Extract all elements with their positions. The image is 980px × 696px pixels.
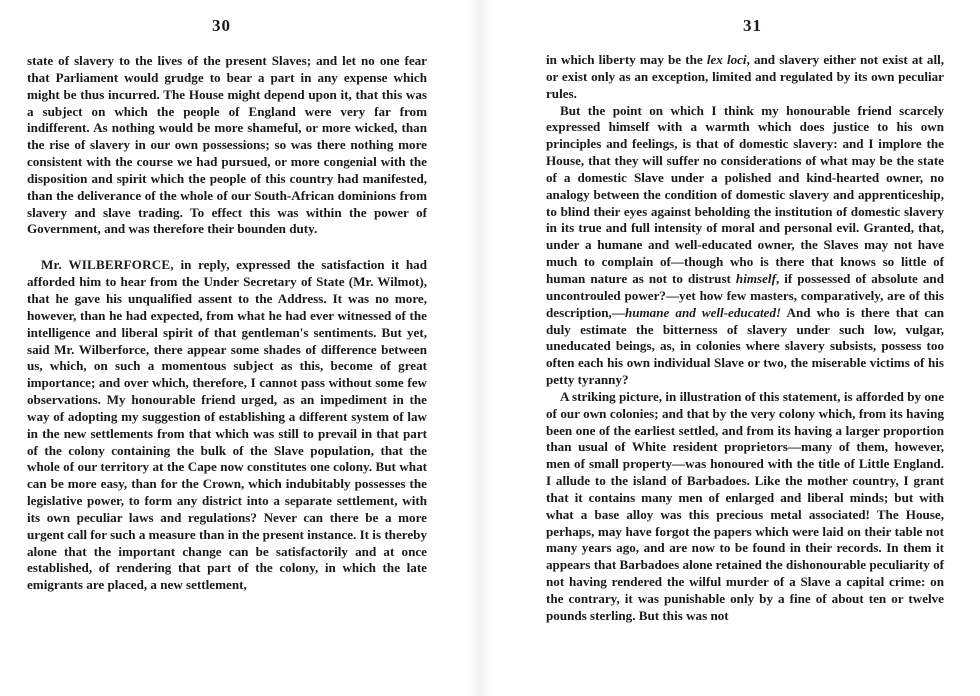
paragraph: A striking picture, in illustration of this statement, is afforded by one of our own colonies; and that by the very colony which, from its having been one of the earliest settled, and from its having a larger proportion than usual of White resident proprietors—many of them, however, men of small property—was honoured with the title of Little England. I allude to the island of Barbadoes. Like the mother country, I grant that it contains many men of enlarged and liberal minds; but with what a base alloy was this precious metal associated! The House, perhaps, may have forgot the papers which were laid on their table not many years ago, and are now to be found in their records. In them it appears that Barbadoes alone retained the dishonourable peculiarity of not having rendered the wilful murder of a Slave a capital crime: on the contrary, it was punishable only by a fine of about ten or twelve pounds sterling. But this was not bbox=[546, 388, 944, 623]
italic-term: lex loci bbox=[706, 52, 747, 67]
paragraph-text: And who is there that can duly estimate the bitterness of slavery under such low, vulgar, uneducated beings, as, in colonies where slavery subsists, possess too often each his own individual Slave or two, the miserable victims of his petty tyranny? bbox=[546, 304, 944, 388]
italic-term: himself bbox=[735, 270, 776, 286]
paragraph-text: , and slavery either not exist at all, or exist only as an exception, limited and regulated by its own peculiar rules. bbox=[546, 52, 944, 101]
paragraph bbox=[27, 257, 427, 594]
paragraph-text: in which liberty may be the bbox=[546, 52, 707, 67]
book-gutter bbox=[470, 0, 490, 696]
paragraph bbox=[546, 52, 944, 103]
page-body bbox=[27, 53, 427, 594]
paragraph-text: in reply, expressed the satisfaction it had afforded him to hear from the Under Secretary of State (Mr. Wilmot), that he gave his unqualified assent to the Address. It was no more, however, than he had expected, from what he had ever witnessed of the intelligence and liberal spirit of that gentleman's sentiments. But yet, said Mr. Wilberforce, there appear some shades of difference between us, which, on such a momentous subject as this, become of great importance; and over which, therefore, I cannot pass without some few observations. My honourable friend urged, as an impediment in the way of adopting my suggestion of establishing a different system of law in the new settlements from that which was still to prevail in that part of the colony containing the bulk of the Slave population, that the whole of our territory at the Cape now constitutes one colony. But what can be more easy, than for the Crown, which indubitably possesses the legislative power, to form any district into a separate settlement, with its own peculiar laws and regulations? Never can there be a more urgent call for such a measure than in the present instance. It is thereby alone that the important change can be satisfactorily and at once established, of rendering that part of the colony, in which the late emigrants are placed, a new settlement, bbox=[27, 257, 427, 593]
paragraph bbox=[546, 103, 944, 389]
paragraph-text: , if possessed of absolute and uncontrouled power?—yet how few masters, comparatively, are of this description,— bbox=[546, 270, 944, 320]
page-number: 31 bbox=[743, 16, 762, 35]
paragraph: state of slavery to the lives of the present Slaves; and let no one fear that Parliament would grudge to bear a part in any expense which might be thus incurred. The House might depend upon it, that this was a subject on which the people of England were very far from indifferent. As nothing would be more shameful, or more wicked, than the rise of slavery in our own possessions; so was there nothing more consistent with the course we had pursued, or more congenial with the disposition and spirit which the people of this country had manifested, than the deliverance of the whole of our South-African dominions from slavery and slave trading. To effect this was within the power of Government, and was therefore their bounden duty. bbox=[27, 53, 427, 237]
right-page bbox=[490, 0, 980, 696]
speaker-name: Mr. WILBERFORCE, bbox=[41, 257, 174, 273]
left-page bbox=[0, 0, 470, 696]
paragraph-text: But the point on which I think my honourable friend scarcely expressed himself with a warmth which does justice to his own principles and feelings, is that of domestic slavery: and I implore the House, that they will suffer no considerations of what may be the state of a domestic Slave under a polished and kind-hearted owner, no analogy between the condition of domestic slavery and apprenticeship, to blind their eyes against beholding the institution of domestic slavery in its true and full intensity of moral and personal evil. Granted, that, under a humane and well-educated owner, the Slaves may not have much to complain of—though who is there that knows so little of human nature as not to distrust bbox=[546, 102, 944, 286]
italic-term: humane and well-educated! bbox=[624, 304, 782, 320]
page-body bbox=[546, 52, 944, 625]
page-number: 30 bbox=[212, 16, 231, 35]
